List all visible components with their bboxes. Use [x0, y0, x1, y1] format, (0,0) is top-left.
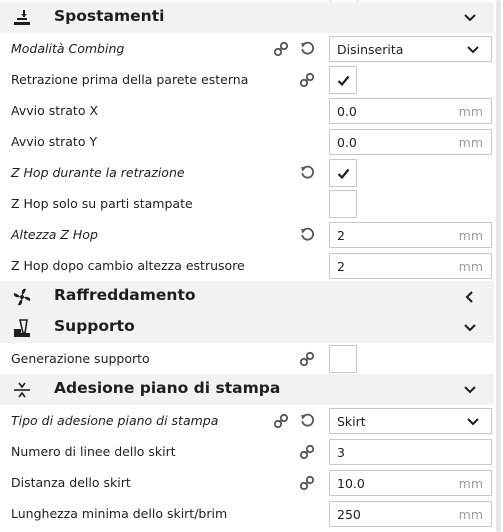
input-value: 0.0 — [337, 135, 357, 150]
adhesion-icon — [12, 380, 32, 400]
chevron-down-icon[interactable] — [462, 382, 478, 398]
unit-label: mm — [458, 135, 483, 150]
skirt-gap-input[interactable] — [329, 470, 492, 496]
setting-label: Altezza Z Hop — [11, 227, 98, 242]
setting-row-z-hop-when-retracted — [0, 157, 494, 188]
input-value: 2 — [337, 259, 345, 274]
category-title: Adesione piano di stampa — [54, 379, 281, 397]
scrollbar-thumb[interactable] — [496, 0, 501, 532]
setting-row-combing-mode — [0, 33, 494, 64]
input-value: 250 — [337, 507, 361, 522]
combing-mode-select[interactable] — [329, 36, 492, 62]
setting-row-z-hop-height — [0, 219, 494, 250]
check-icon — [337, 74, 350, 87]
reset-icon[interactable] — [299, 412, 316, 429]
travel-icon — [12, 8, 32, 28]
fan-icon — [12, 287, 32, 307]
setting-row-z-hop-only-printed — [0, 188, 494, 219]
link-icon[interactable] — [273, 41, 289, 57]
check-icon — [337, 167, 350, 180]
setting-row-layer-start-y — [0, 126, 494, 157]
unit-label: mm — [458, 104, 483, 119]
unit-label: mm — [458, 228, 483, 243]
z-hop-after-extruder-switch-input[interactable] — [329, 253, 492, 279]
chevron-down-icon — [465, 42, 481, 58]
setting-label: Avvio strato X — [11, 103, 99, 118]
skirt-brim-min-length-input[interactable] — [329, 501, 492, 527]
layer-start-x-input[interactable] — [329, 98, 492, 124]
select-value: Disinserita — [337, 42, 404, 57]
category-title: Raffreddamento — [54, 286, 196, 304]
chevron-down-icon[interactable] — [462, 10, 478, 26]
chevron-down-icon — [465, 414, 481, 430]
setting-label: Lunghezza minima dello skirt/brim — [11, 506, 228, 521]
setting-row-skirt-brim-min-length — [0, 498, 494, 529]
link-icon[interactable] — [299, 72, 315, 88]
setting-label: Z Hop durante la retrazione — [11, 165, 185, 180]
setting-label: Avvio strato Y — [11, 134, 98, 149]
vertical-scrollbar[interactable] — [494, 0, 503, 532]
setting-row-retract-before-outer-wall — [0, 64, 494, 95]
reset-icon[interactable] — [299, 226, 316, 243]
link-icon[interactable] — [299, 475, 315, 491]
category-title: Spostamenti — [54, 7, 165, 25]
adhesion-type-select[interactable] — [329, 408, 492, 434]
category-adhesion[interactable] — [0, 374, 494, 405]
category-support[interactable] — [0, 312, 494, 343]
setting-row-support-enable — [0, 343, 494, 374]
setting-label: Distanza dello skirt — [11, 475, 131, 490]
reset-icon[interactable] — [299, 164, 316, 181]
setting-row-layer-start-x — [0, 95, 494, 126]
z-hop-when-retracted-checkbox[interactable] — [329, 159, 357, 187]
category-title: Supporto — [54, 317, 135, 335]
input-value: 3 — [337, 445, 345, 460]
retract-before-outer-wall-checkbox[interactable] — [329, 66, 357, 94]
layer-start-y-input[interactable] — [329, 129, 492, 155]
setting-label: Retrazione prima della parete esterna — [11, 72, 249, 87]
setting-label: Generazione supporto — [11, 351, 150, 366]
link-icon[interactable] — [273, 413, 289, 429]
setting-row-skirt-line-count — [0, 436, 494, 467]
input-value: 10.0 — [337, 476, 365, 491]
setting-label: Tipo di adesione piano di stampa — [11, 413, 219, 428]
link-icon[interactable] — [299, 444, 315, 460]
unit-label: mm — [458, 476, 483, 491]
chevron-left-icon[interactable] — [462, 289, 478, 305]
skirt-line-count-input[interactable] — [329, 439, 492, 465]
unit-label: mm — [458, 507, 483, 522]
input-value: 0.0 — [337, 104, 357, 119]
setting-label: Modalità Combing — [11, 41, 125, 56]
select-value: Skirt — [337, 414, 366, 429]
category-cooling[interactable] — [0, 281, 494, 312]
reset-icon[interactable] — [299, 40, 316, 57]
support-enable-checkbox[interactable] — [329, 345, 357, 373]
input-value: 2 — [337, 228, 345, 243]
setting-label: Z Hop solo su parti stampate — [11, 196, 193, 211]
chevron-down-icon[interactable] — [462, 320, 478, 336]
support-icon — [12, 318, 32, 338]
setting-row-skirt-gap — [0, 467, 494, 498]
setting-label: Z Hop dopo cambio altezza estrusore — [11, 258, 245, 273]
z-hop-height-input[interactable] — [329, 222, 492, 248]
setting-row-adhesion-type — [0, 405, 494, 436]
unit-label: mm — [458, 259, 483, 274]
setting-row-z-hop-after-extruder-switch — [0, 250, 494, 281]
setting-label: Numero di linee dello skirt — [11, 444, 176, 459]
z-hop-only-printed-checkbox[interactable] — [329, 190, 357, 218]
category-travel[interactable] — [0, 2, 494, 33]
link-icon[interactable] — [299, 351, 315, 367]
